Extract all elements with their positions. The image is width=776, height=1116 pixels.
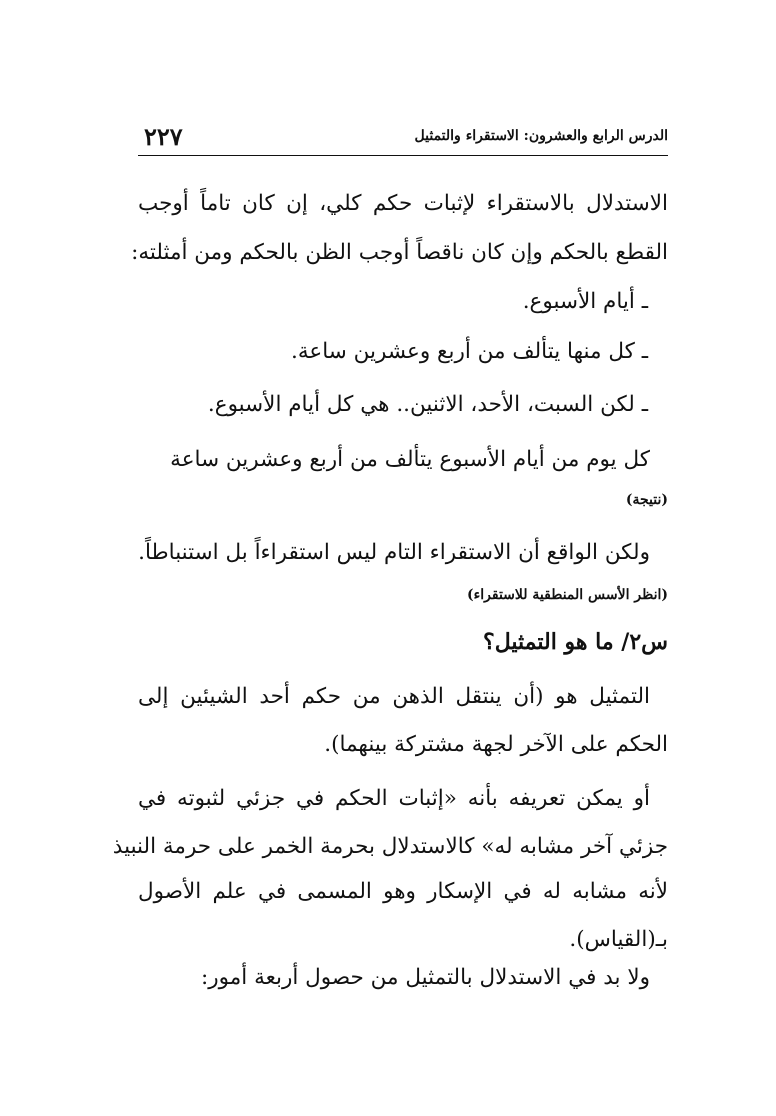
chapter-title: الدرس الرابع والعشرون: الاستقراء والتمثيل — [414, 128, 668, 144]
list-item: ـ أيام الأسبوع. — [522, 289, 648, 314]
body-line: التمثيل هو (أن ينتقل الذهن من حكم أحد الشيئين إلى — [138, 684, 650, 709]
body-line: لأنه مشابه له في الإسكار وهو المسمى في علم الأصول — [138, 879, 668, 904]
reference-note: (انظر الأسس المنطقية للاستقراء) — [467, 587, 668, 603]
page-number: ٢٢٧ — [144, 122, 183, 151]
header-rule — [138, 155, 668, 156]
list-item: ـ لكن السبت، الأحد، الاثنين.. هي كل أيام الأسبوع. — [207, 392, 648, 417]
running-header — [138, 122, 668, 154]
body-line: ولا بد في الاستدلال بالتمثيل من حصول أربعة أمور: — [201, 965, 650, 990]
body-line: ولكن الواقع أن الاستقراء التام ليس استقراءاً بل استنباطاً. — [138, 540, 650, 565]
result-note: (نتيجة) — [625, 492, 668, 508]
body-line: الاستدلال بالاستقراء لإثبات حكم كلي، إن كان تاماً أوجب — [138, 191, 668, 216]
body-line: الحكم على الآخر لجهة مشتركة بينهما). — [324, 732, 668, 757]
section-heading: س٢/ ما هو التمثيل؟ — [483, 629, 668, 655]
body-line: جزئي آخر مشابه له» كالاستدلال بحرمة الخمر على حرمة النبيذ — [112, 834, 668, 859]
list-item: ـ كل منها يتألف من أربع وعشرين ساعة. — [291, 339, 648, 364]
body-line: القطع بالحكم وإن كان ناقصاً أوجب الظن بالحكم ومن أمثلته: — [131, 240, 668, 265]
body-line: بـ(القياس). — [569, 927, 668, 952]
conclusion-line: كل يوم من أيام الأسبوع يتألف من أربع وعشرين ساعة — [170, 447, 650, 472]
body-line: أو يمكن تعريفه بأنه «إثبات الحكم في جزئي لثبوته في — [138, 786, 650, 811]
